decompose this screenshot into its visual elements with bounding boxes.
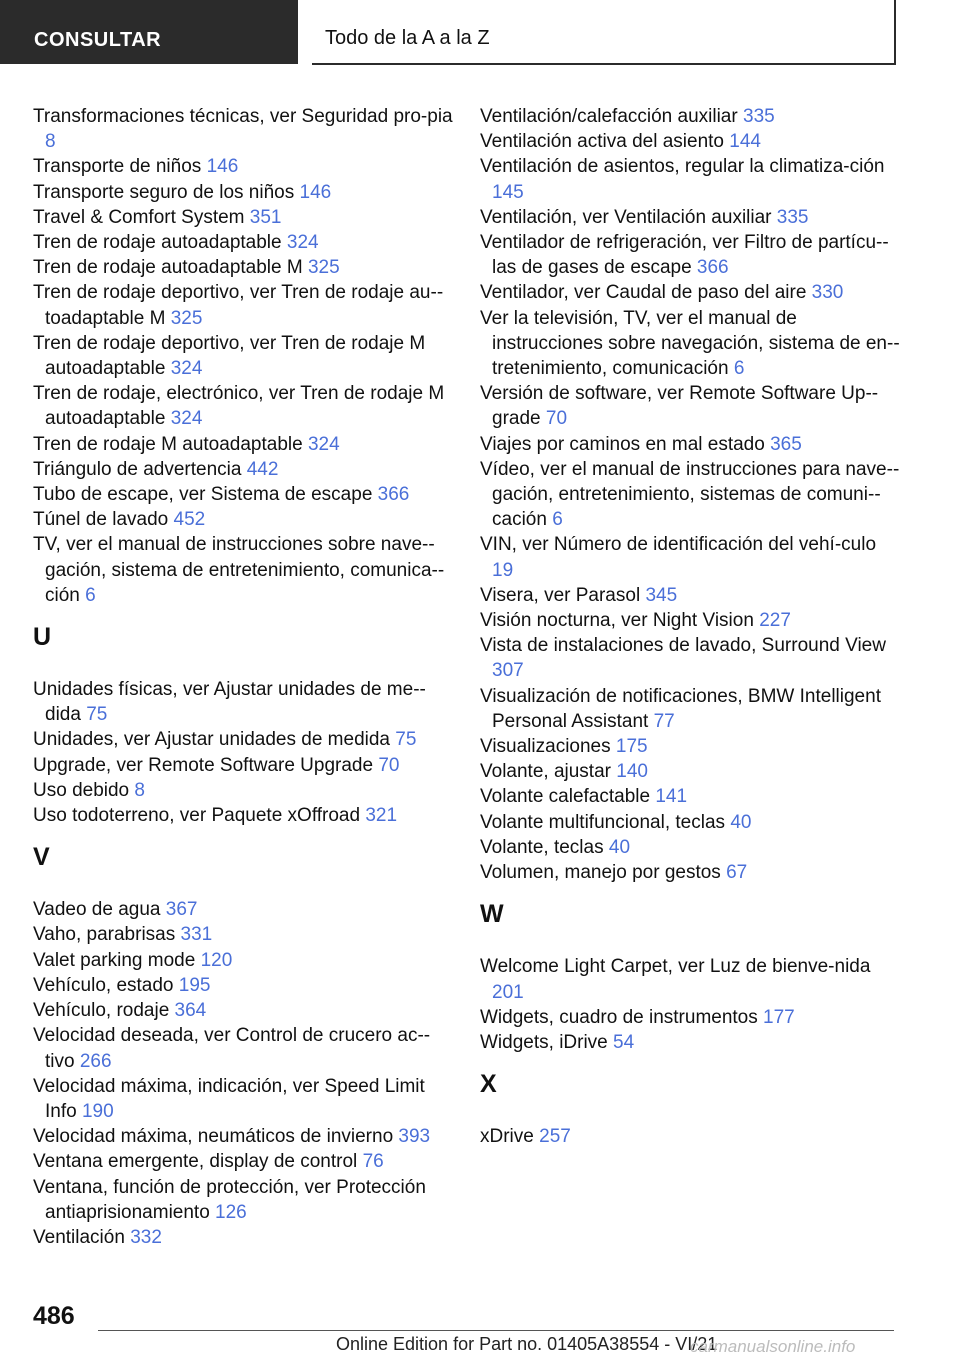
index-entry-text: Tren de rodaje deportivo, ver Tren de rodaje au-toadaptable M (33, 282, 444, 329)
page-reference-link[interactable]: 452 (173, 509, 206, 531)
index-entry (33, 1175, 453, 1225)
page-reference-link[interactable]: 324 (307, 433, 340, 455)
index-entry-text: Unidades, ver Ajustar unidades de medida (33, 729, 391, 751)
index-entry-text: Ventana emergente, display de control (33, 1151, 358, 1173)
chapter-title: Todo de la A a la Z (325, 27, 490, 49)
index-letter-heading: U (33, 623, 52, 652)
section-label: CONSULTAR (34, 29, 162, 51)
index-entry-text: Velocidad deseada, ver Control de crucero ac-tivo (33, 1025, 431, 1072)
page-reference-link[interactable]: 331 (180, 924, 213, 946)
index-entry (480, 432, 900, 457)
index-entry (480, 860, 900, 885)
index-column-left (33, 104, 453, 1250)
page-reference-link[interactable]: 366 (696, 257, 729, 279)
index-entry (33, 1124, 453, 1149)
index-entry-text: Vehículo, estado (33, 974, 174, 996)
index-entry (480, 734, 900, 759)
index-entry-text: Unidades físicas, ver Ajustar unidades de me-dida (33, 679, 426, 726)
index-entry (33, 331, 453, 381)
index-entry-text: TV, ver el manual de instrucciones sobre nave-gación, sistema de entretenimiento, comunica-ción (33, 534, 445, 606)
page-reference-link[interactable]: 325 (307, 257, 340, 279)
index-entry-text: Tren de rodaje autoadaptable (33, 232, 282, 254)
index-entry (480, 230, 900, 280)
page-reference-link[interactable]: 324 (170, 358, 203, 380)
index-entry-text: Ventilación/calefacción auxiliar (480, 106, 738, 127)
index-entry-text: Ventilador de refrigeración, ver Filtro de partícu-las de gases de escape (480, 232, 889, 279)
page-reference-link[interactable]: 146 (206, 156, 239, 178)
page-reference-link[interactable]: 19 (492, 559, 514, 581)
index-entry-text: Ventilación de asientos, regular la climatiza-ción (480, 156, 885, 178)
index-entry (480, 1005, 900, 1030)
index-entry-text: Ventilación, ver Ventilación auxiliar (480, 206, 772, 228)
index-entry-text: Velocidad máxima, neumáticos de invierno (33, 1126, 394, 1148)
index-entry-text: Visualización de notificaciones, BMW Intelligent Personal Assistant (480, 685, 881, 732)
page-reference-link[interactable]: 195 (178, 974, 211, 996)
page-reference-link[interactable]: 325 (170, 307, 203, 329)
page-reference-link[interactable]: 330 (811, 282, 844, 304)
page-reference-link[interactable]: 324 (170, 408, 203, 430)
index-entry (33, 180, 453, 205)
index-entry-text: Vaho, parabrisas (33, 924, 176, 946)
index-entry (33, 381, 453, 431)
index-entry (33, 1149, 453, 1174)
index-entry (480, 1030, 900, 1055)
page-reference-link[interactable]: 266 (79, 1050, 112, 1072)
page-reference-link[interactable]: 345 (645, 584, 678, 606)
page-reference-link[interactable]: 6 (552, 509, 563, 531)
page-reference-link[interactable]: 364 (174, 1000, 207, 1022)
index-entry (480, 154, 900, 204)
page-reference-link[interactable]: 307 (492, 660, 524, 682)
index-entry (33, 803, 453, 828)
index-entry (33, 230, 453, 255)
index-entry-text: Uso todoterreno, ver Paquete xOffroad (33, 805, 361, 827)
page-reference-link[interactable]: 40 (730, 811, 752, 833)
index-letter-heading: X (480, 1070, 497, 1099)
index-entry (480, 457, 900, 533)
index-entry (33, 897, 453, 922)
index-entry (33, 1023, 453, 1073)
page-reference-link[interactable]: 6 (733, 358, 745, 380)
index-entry (480, 633, 900, 683)
index-column-right (480, 104, 900, 1149)
index-entry-text: Ventilador, ver Caudal de paso del aire (480, 282, 807, 304)
index-entry-text: Vista de instalaciones de lavado, Surround View (480, 635, 886, 657)
index-entry (33, 457, 453, 482)
page-number: 486 (33, 1302, 75, 1330)
page-reference-link[interactable]: 75 (395, 729, 417, 751)
index-letter-heading: W (480, 900, 504, 929)
index-entry (33, 280, 453, 330)
index-entry (33, 1074, 453, 1124)
index-entry (33, 753, 453, 778)
index-entry (480, 306, 900, 382)
edition-info: Online Edition for Part no. 01405A38554 - VI/21 (336, 1334, 718, 1354)
page-reference-link[interactable]: 177 (763, 1006, 795, 1028)
page-reference-link[interactable]: 335 (776, 206, 809, 228)
page-reference-link[interactable]: 76 (362, 1151, 384, 1173)
page-reference-link[interactable]: 393 (398, 1126, 431, 1148)
index-entry (480, 1124, 900, 1149)
index-entry (33, 727, 453, 752)
index-entry-text: Visión nocturna, ver Night Vision (480, 610, 754, 632)
index-entry-text: Travel & Comfort System (33, 206, 245, 228)
index-entry (33, 154, 453, 179)
page-reference-link[interactable]: 67 (726, 862, 748, 884)
index-entry (33, 205, 453, 230)
index-entry-text: Volante, teclas (480, 836, 604, 858)
index-entry-text: Volante multifuncional, teclas (480, 811, 726, 833)
page-reference-link[interactable]: 227 (759, 610, 791, 632)
index-entry-text: Tren de rodaje M autoadaptable (33, 433, 303, 455)
index-entry (480, 784, 900, 809)
index-entry-text: Vídeo, ver el manual de instrucciones para nave-gación, entretenimiento, sistemas de comuni-cación (480, 458, 900, 531)
index-entry-text: Ventana, función de protección, ver Protección antiaprisionamiento (33, 1176, 426, 1223)
index-entry (480, 381, 900, 431)
page-reference-link[interactable]: 332 (130, 1226, 162, 1248)
index-letter-heading: V (33, 843, 50, 872)
index-entry-text: Welcome Light Carpet, ver Luz de bienve-nida (480, 956, 871, 978)
index-entry (480, 684, 900, 734)
index-entry-text: Versión de software, ver Remote Software Up-grade (480, 383, 879, 430)
index-entry-text: Volante calefactable (480, 786, 651, 808)
page-reference-link[interactable]: 351 (249, 206, 282, 228)
index-entry-text: Volumen, manejo por gestos (480, 862, 721, 884)
page-reference-link[interactable]: 40 (608, 836, 631, 858)
page-reference-link[interactable]: 201 (492, 981, 524, 1003)
index-entry (33, 255, 453, 280)
index-entry (33, 432, 453, 457)
page-reference-link[interactable]: 141 (655, 786, 688, 808)
index-entry-text: Upgrade, ver Remote Software Upgrade (33, 754, 374, 776)
index-entry-text: Vadeo de agua (33, 899, 161, 921)
page-reference-link[interactable]: 257 (539, 1126, 571, 1148)
index-entry-text: Visera, ver Parasol (480, 584, 641, 606)
index-entry-text: Ventilación (33, 1226, 125, 1248)
chapter-header (312, 0, 896, 65)
page-reference-link[interactable]: 146 (299, 181, 332, 203)
index-entry-text: Valet parking mode (33, 949, 196, 971)
page-reference-link[interactable]: 175 (615, 736, 648, 758)
page-reference-link[interactable]: 321 (365, 805, 398, 827)
index-entry (480, 129, 900, 154)
index-entry-text: Tubo de escape, ver Sistema de escape (33, 484, 373, 506)
page-reference-link[interactable]: 120 (200, 949, 233, 971)
page-reference-link[interactable]: 145 (492, 181, 524, 203)
index-entry-text: xDrive (480, 1126, 534, 1148)
index-entry (480, 205, 900, 230)
footer-divider (98, 1330, 894, 1331)
index-entry (480, 104, 900, 129)
index-entry-text: Ventilación activa del asiento (480, 131, 724, 153)
page-reference-link[interactable]: 70 (545, 408, 568, 430)
index-entry (33, 922, 453, 947)
index-entry (33, 948, 453, 973)
index-entry-text: Triángulo de advertencia (33, 458, 242, 480)
page-reference-link[interactable]: 366 (377, 484, 410, 506)
index-entry-text: Widgets, cuadro de instrumentos (480, 1006, 758, 1028)
index-entry (480, 280, 900, 305)
index-entry (33, 677, 453, 727)
index-entry (480, 810, 900, 835)
page-reference-link[interactable]: 324 (286, 232, 319, 254)
index-entry (33, 104, 453, 154)
index-entry-text: Widgets, iDrive (480, 1031, 608, 1053)
index-entry-text: Volante, ajustar (480, 761, 611, 783)
index-entry-text: Visualizaciones (480, 736, 611, 758)
page-reference-link[interactable]: 6 (85, 584, 96, 606)
index-entry (480, 759, 900, 784)
page-reference-link[interactable]: 140 (616, 761, 648, 783)
index-entry-text: Velocidad máxima, indicación, ver Speed Limit Info (33, 1075, 425, 1122)
index-entry (480, 835, 900, 860)
page-reference-link[interactable]: 126 (215, 1201, 247, 1223)
index-entry (33, 778, 453, 803)
page-reference-link[interactable]: 190 (81, 1100, 114, 1122)
index-entry (480, 583, 900, 608)
index-entry (33, 998, 453, 1023)
index-entry (480, 532, 900, 582)
index-entry-text: Ver la televisión, TV, ver el manual de instrucciones sobre navegación, sistema de en-tretenimiento, comunicación (480, 307, 900, 380)
page-reference-link[interactable]: 70 (378, 754, 400, 776)
index-entry (480, 954, 900, 1004)
index-entry-text: Transformaciones técnicas, ver Seguridad pro-pia (33, 106, 453, 127)
page-reference-link[interactable]: 8 (45, 131, 56, 153)
index-entry (33, 482, 453, 507)
page-reference-link[interactable]: 365 (770, 433, 802, 455)
section-tab (0, 0, 298, 64)
index-entry (33, 532, 453, 608)
page-reference-link[interactable]: 77 (653, 710, 675, 732)
index-entry-text: Túnel de lavado (33, 509, 169, 531)
page-reference-link[interactable]: 442 (246, 458, 279, 480)
index-entry-text: Transporte de niños (33, 156, 202, 178)
index-entry-text: Tren de rodaje deportivo, ver Tren de rodaje M autoadaptable (33, 332, 426, 380)
index-entry-text: VIN, ver Número de identificación del vehí-culo (480, 534, 877, 556)
index-entry-text: Tren de rodaje, electrónico, ver Tren de rodaje M autoadaptable (33, 383, 445, 430)
index-entry-text: Viajes por caminos en mal estado (480, 433, 765, 455)
page-reference-link[interactable]: 8 (134, 779, 145, 801)
page-reference-link[interactable]: 367 (165, 899, 198, 921)
index-entry-text: Transporte seguro de los niños (33, 181, 295, 203)
watermark: carmanualsonline.info (690, 1337, 856, 1356)
index-entry (480, 608, 900, 633)
index-entry-text: Vehículo, rodaje (33, 1000, 170, 1022)
page-reference-link[interactable]: 335 (743, 106, 775, 127)
page-reference-link[interactable]: 75 (86, 704, 108, 726)
page-reference-link[interactable]: 54 (613, 1031, 635, 1053)
index-entry (33, 973, 453, 998)
index-entry (33, 1225, 453, 1250)
index-entry (33, 507, 453, 532)
index-entry-text: Uso debido (33, 779, 130, 801)
index-entry-text: Tren de rodaje autoadaptable M (33, 257, 303, 279)
page-reference-link[interactable]: 144 (729, 131, 761, 153)
